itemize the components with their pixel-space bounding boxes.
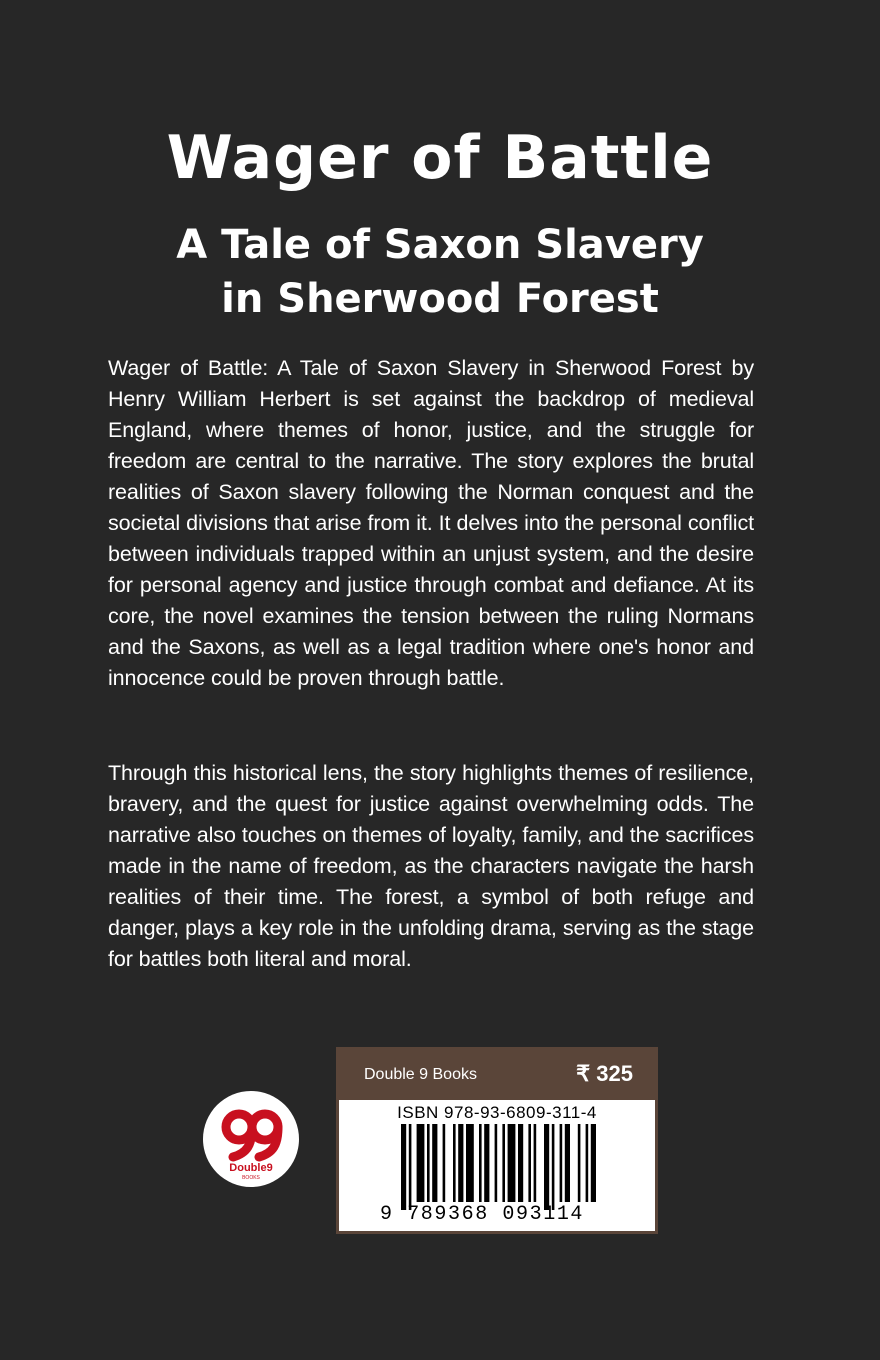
publisher-name: Double 9 Books <box>364 1066 477 1083</box>
subtitle-line-2: in Sherwood Forest <box>221 276 659 322</box>
isbn-label: ISBN 978-93-6809-311-4 <box>397 1103 597 1122</box>
logo-text: Double9 <box>229 1162 273 1174</box>
book-title: Wager of Battle <box>166 123 714 193</box>
barcode-area <box>339 1100 655 1231</box>
price-barcode-box <box>336 1047 658 1234</box>
publisher-logo <box>203 1091 299 1187</box>
subtitle-line-1: A Tale of Saxon Slavery <box>176 222 704 268</box>
price-label: ₹ 325 <box>576 1061 633 1086</box>
book-subtitle <box>0 218 880 326</box>
barcode-digits: 9 789368 093114 <box>380 1203 585 1226</box>
blurb-paragraph-2: Through this historical lens, the story highlights themes of resilience, bravery, and the quest for justice against overwhelming odds. The narrative also touches on themes of loyalty, family, and the sacrifices made in the name of freedom, as the characters navigate the harsh realities of their time. The forest, a symbol of both refuge and danger, plays a key role in the unfolding drama, serving as the stage for battles both literal and moral. <box>108 761 754 971</box>
blurb-paragraph-1: Wager of Battle: A Tale of Saxon Slavery in Sherwood Forest by Henry William Herbert is set against the backdrop of medieval England, where themes of honor, justice, and the struggle for freedom are central to the narrative. The story explores the brutal realities of Saxon slavery following the Norman conquest and the societal divisions that arise from it. It delves into the personal conflict between individuals trapped within an unjust system, and the desire for personal agency and justice through combat and defiance. At its core, the novel examines the tension between the ruling Normans and the Saxons, as well as a legal tradition where one's honor and innocence could be proven through battle. <box>108 356 754 690</box>
logo-subtext: BOOKS <box>242 1175 260 1181</box>
double9-logo-icon <box>203 1091 299 1187</box>
